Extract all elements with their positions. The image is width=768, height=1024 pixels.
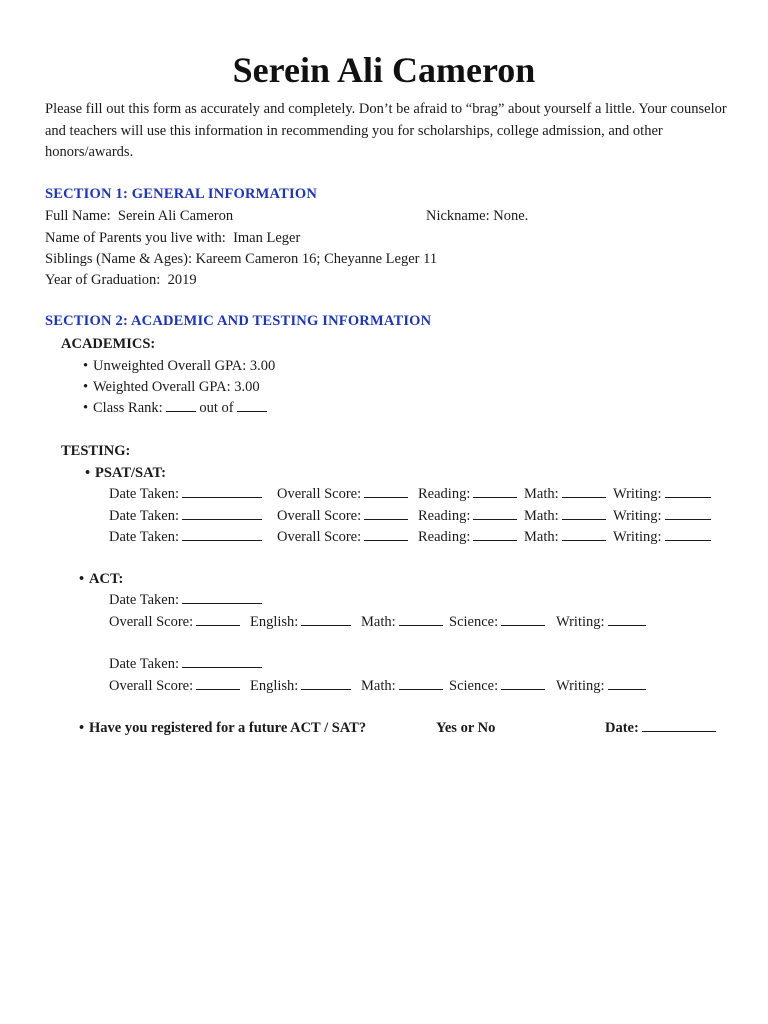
act-1-date: [109, 590, 262, 611]
science-label: Science:: [449, 614, 499, 630]
act-2-science: [449, 676, 545, 697]
overall-score-label: Overall Score:: [277, 529, 362, 545]
yes-or-no-option[interactable]: Yes or No: [436, 720, 496, 736]
overall-score-label: Overall Score:: [109, 678, 194, 694]
math-input[interactable]: [562, 485, 606, 498]
act-1-writing: [556, 612, 646, 633]
section-2-heading: SECTION 2: ACADEMIC AND TESTING INFORMATION: [45, 313, 432, 329]
math-label: Math:: [524, 529, 559, 545]
graduation-value[interactable]: 2019: [167, 272, 197, 288]
reading-label: Reading:: [418, 486, 471, 502]
psat-row-1-date: [109, 484, 262, 505]
act-1-science: [449, 612, 545, 633]
act-1-math: [361, 612, 443, 633]
date-taken-label: Date Taken:: [109, 508, 179, 524]
full-name-label: Full Name:: [45, 208, 111, 224]
act-2-writing: [556, 676, 646, 697]
siblings-label: Siblings (Name & Ages):: [45, 251, 193, 267]
reading-input[interactable]: [473, 528, 517, 541]
act-1-overall: [109, 612, 240, 633]
page-title: Serein Ali Cameron: [232, 50, 536, 90]
psat-row-2-writing: [613, 506, 711, 527]
english-input[interactable]: [301, 677, 351, 690]
section-1-heading: SECTION 1: GENERAL INFORMATION: [45, 186, 317, 202]
psat-row-1-writing: [613, 484, 711, 505]
act-2-date: [109, 654, 262, 675]
siblings-row: [45, 249, 437, 270]
math-label: Math:: [524, 508, 559, 524]
psat-row-1-reading: [418, 484, 517, 505]
psat-row-3-math: [524, 527, 606, 548]
psat-row-2-reading: [418, 506, 517, 527]
psat-row-3-reading: [418, 527, 517, 548]
psat-sat-label-row: [85, 463, 166, 484]
writing-input[interactable]: [665, 507, 711, 520]
math-input[interactable]: [562, 528, 606, 541]
science-input[interactable]: [501, 677, 545, 690]
writing-input[interactable]: [665, 485, 711, 498]
reading-input[interactable]: [473, 507, 517, 520]
writing-label: Writing:: [613, 486, 662, 502]
english-label: English:: [250, 678, 299, 694]
bullet-icon: •: [83, 358, 89, 374]
math-input[interactable]: [399, 677, 443, 690]
class-rank-row: [83, 398, 267, 419]
full-name-value[interactable]: Serein Ali Cameron: [117, 208, 234, 224]
intro-paragraph: Please fill out this form as accurately and completely. Don’t be afraid to “brag” about yourself a little. Your counselor and teachers will use this information in recommending you for scholarships, college admission, and other honors/awards.: [45, 101, 727, 160]
act-label: ACT:: [89, 571, 124, 587]
date-label: Date:: [605, 720, 639, 736]
reading-label: Reading:: [418, 529, 471, 545]
unweighted-gpa[interactable]: Unweighted Overall GPA: 3.00: [93, 358, 276, 374]
date-taken-label: Date Taken:: [109, 486, 179, 502]
class-size-input[interactable]: [237, 399, 267, 412]
psat-row-2-math: [524, 506, 606, 527]
act-2-overall: [109, 676, 240, 697]
date-taken-input[interactable]: [182, 591, 262, 604]
date-taken-input[interactable]: [182, 655, 262, 668]
graduation-label: Year of Graduation:: [45, 272, 161, 288]
writing-label: Writing:: [556, 678, 605, 694]
registration-date-row: [605, 718, 716, 739]
nickname-row: [426, 206, 528, 227]
math-label: Math:: [361, 678, 396, 694]
parents-value[interactable]: Iman Leger: [233, 230, 301, 246]
date-taken-input[interactable]: [182, 528, 262, 541]
psat-row-2-overall: [277, 506, 408, 527]
registered-question: Have you registered for a future ACT / SAT?: [89, 720, 367, 736]
class-rank-out-of: out of: [199, 400, 234, 416]
psat-row-3-date: [109, 527, 262, 548]
parents-row: [45, 228, 300, 249]
act-2-math: [361, 676, 443, 697]
writing-label: Writing:: [556, 614, 605, 630]
math-label: Math:: [524, 486, 559, 502]
writing-label: Writing:: [613, 508, 662, 524]
act-2-english: [250, 676, 351, 697]
overall-score-input[interactable]: [364, 528, 408, 541]
parents-label: Name of Parents you live with:: [45, 230, 226, 246]
date-taken-input[interactable]: [182, 485, 262, 498]
english-input[interactable]: [301, 613, 351, 626]
full-name-row: [45, 206, 233, 227]
overall-score-input[interactable]: [196, 613, 240, 626]
psat-row-1-overall: [277, 484, 408, 505]
act-label-row: [79, 569, 123, 590]
act-1-english: [250, 612, 351, 633]
weighted-gpa[interactable]: Weighted Overall GPA: 3.00: [93, 379, 260, 395]
date-taken-label: Date Taken:: [109, 529, 179, 545]
date-taken-label: Date Taken:: [109, 656, 179, 672]
bullet-icon: •: [83, 400, 89, 416]
writing-input[interactable]: [608, 677, 646, 690]
reading-input[interactable]: [473, 485, 517, 498]
weighted-gpa-row: [83, 377, 260, 398]
bullet-icon: •: [79, 720, 85, 736]
psat-row-1-math: [524, 484, 606, 505]
nickname-label: Nickname:: [426, 208, 490, 224]
graduation-row: [45, 270, 197, 291]
psat-row-2-date: [109, 506, 262, 527]
date-taken-label: Date Taken:: [109, 592, 179, 608]
unweighted-gpa-row: [83, 356, 275, 377]
writing-input[interactable]: [665, 528, 711, 541]
overall-score-label: Overall Score:: [277, 508, 362, 524]
bullet-icon: •: [79, 571, 85, 587]
writing-label: Writing:: [613, 529, 662, 545]
psat-row-3-writing: [613, 527, 711, 548]
registered-question-row: [79, 718, 366, 739]
registration-date-input[interactable]: [642, 719, 716, 732]
nickname-value[interactable]: None.: [493, 208, 529, 224]
overall-score-label: Overall Score:: [109, 614, 194, 630]
psat-sat-label: PSAT/SAT:: [95, 465, 166, 481]
academics-label: ACADEMICS:: [61, 336, 156, 352]
math-input[interactable]: [562, 507, 606, 520]
overall-score-input[interactable]: [364, 485, 408, 498]
overall-score-label: Overall Score:: [277, 486, 362, 502]
class-rank-label: Class Rank:: [93, 400, 163, 416]
siblings-value[interactable]: Kareem Cameron 16; Cheyanne Leger 11: [195, 251, 438, 267]
psat-row-3-overall: [277, 527, 408, 548]
english-label: English:: [250, 614, 299, 630]
math-input[interactable]: [399, 613, 443, 626]
overall-score-input[interactable]: [364, 507, 408, 520]
bullet-icon: •: [85, 465, 91, 481]
overall-score-input[interactable]: [196, 677, 240, 690]
bullet-icon: •: [83, 379, 89, 395]
math-label: Math:: [361, 614, 396, 630]
writing-input[interactable]: [608, 613, 646, 626]
testing-label: TESTING:: [61, 443, 131, 459]
reading-label: Reading:: [418, 508, 471, 524]
science-input[interactable]: [501, 613, 545, 626]
class-rank-input[interactable]: [166, 399, 196, 412]
date-taken-input[interactable]: [182, 507, 262, 520]
science-label: Science:: [449, 678, 499, 694]
